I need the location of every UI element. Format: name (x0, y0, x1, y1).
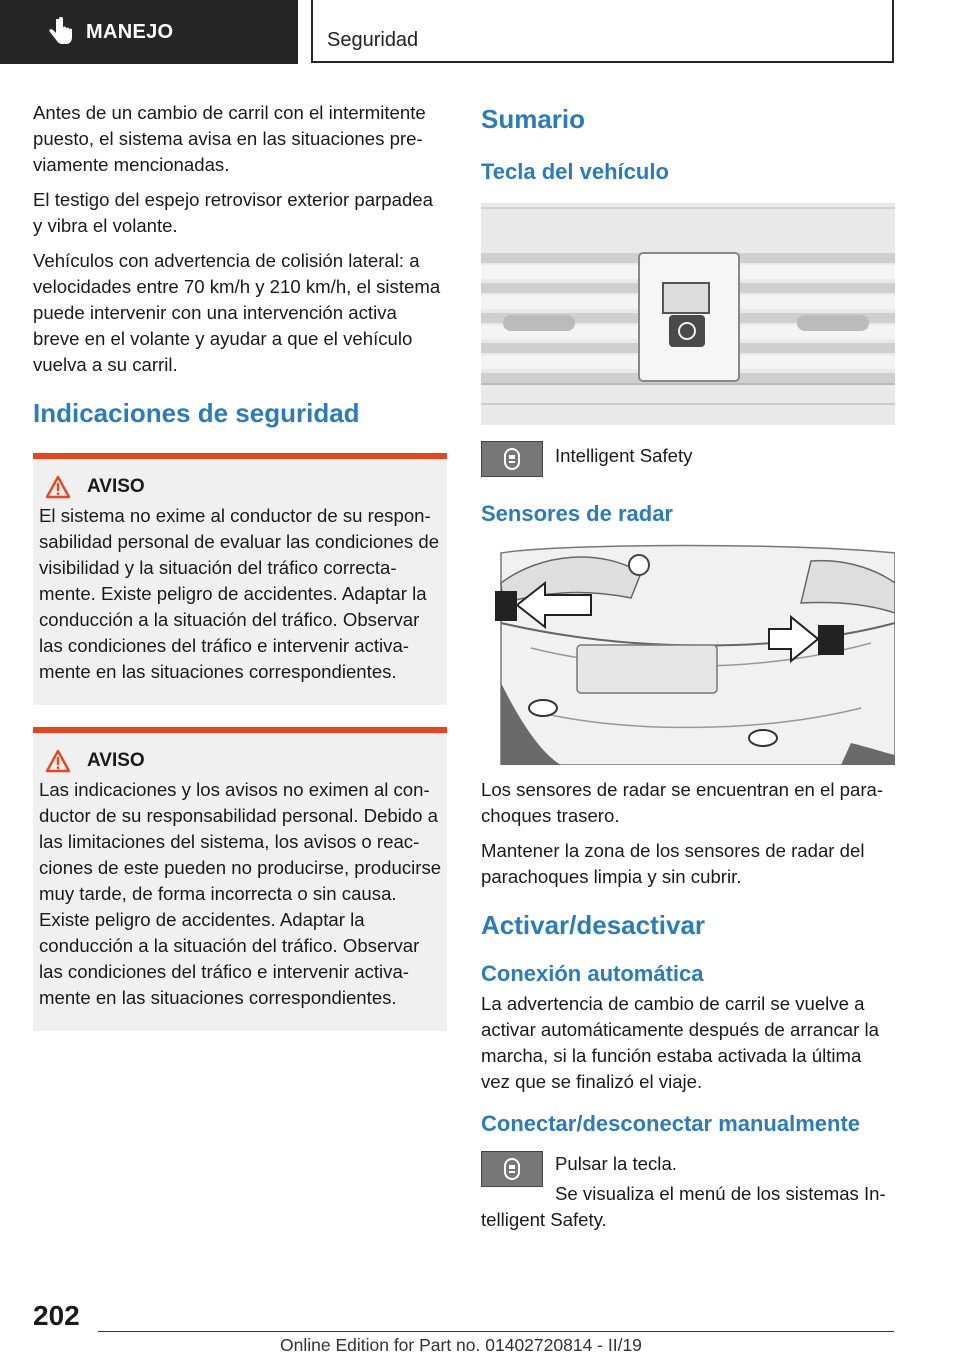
warning-box (33, 453, 447, 705)
heading-sumario: Sumario (481, 104, 586, 134)
heading-conexion: Conexión automática (481, 961, 704, 986)
paragraph: El testigo del espejo retrovisor exterior parpadea y vibra el volante. (33, 189, 433, 236)
section-tab[interactable] (0, 0, 298, 64)
paragraph: Antes de un cambio de carril con el intermitente puesto, el sistema avisa en las situaciones previamente mencionadas. (33, 102, 426, 175)
intelligent-safety-button-icon (481, 441, 543, 477)
paragraph: Mantener la zona de los sensores de radar del parachoques limpia y sin cubrir. (481, 840, 865, 887)
intelligent-safety-button-icon (481, 1151, 543, 1187)
warning-triangle-icon (45, 749, 71, 773)
chapter-title: Seguridad (327, 29, 419, 51)
paragraph: Los sensores de radar se encuentran en el parachoques trasero. (481, 779, 884, 826)
paragraph: La advertencia de cambio de carril se vuelve a activar automáticamente después de arrancar la marcha, si la función estaba activada la última vez que se finalizó el viaje. (481, 993, 879, 1092)
warning-title: AVISO (87, 476, 145, 497)
heading-safety: Indicaciones de seguridad (33, 398, 360, 428)
chapter-header (311, 0, 894, 63)
heading-tecla: Tecla del vehículo (481, 159, 669, 184)
section-label: MANEJO (86, 20, 174, 43)
right-column (481, 100, 895, 1242)
key-label: Intelligent Safety (555, 445, 693, 466)
heading-manual: Conectar/desconectar manualmente (481, 1111, 861, 1136)
left-column (33, 100, 447, 1031)
warning-text: El sistema no exime al conductor de su responsabilidad personal de evaluar las condiciones de visibilidad y la situación del tráfico correctamente. Existe peligro de accidentes. Adaptar la conducción a la situación del tráfico. Observar las condiciones del tráfico e intervenir activamente en las situaciones correspondientes. (39, 505, 440, 682)
warning-triangle-icon (45, 475, 71, 499)
page-number: 202 (33, 1300, 80, 1331)
paragraph: Se visualiza el menú de los sistemas Intelligent Safety. (481, 1183, 886, 1230)
paragraph: Vehículos con advertencia de colisión lateral: a velocidades entre 70 km/h y 210 km/h, el sistema puede intervenir con una intervención activa breve en el volante y ayudar a que el vehículo vuelva a su carril. (33, 250, 441, 375)
steering-hand-icon (40, 12, 80, 52)
footer-edition: Online Edition for Part no. 01402720814 - II/19 (280, 1335, 642, 1355)
heading-activar: Activar/desactivar (481, 910, 706, 940)
footer-divider (98, 1331, 894, 1332)
vehicle-button-image (481, 203, 895, 425)
radar-sensors-image (481, 543, 895, 765)
warning-title: AVISO (87, 750, 145, 771)
warning-box (33, 727, 447, 1031)
heading-sensores: Sensores de radar (481, 501, 673, 526)
warning-text: Las indicaciones y los avisos no eximen al conductor de su responsabilidad personal. Debido a las limitaciones del sistema, los avisos o reacciones de este pueden no producirse, producirse muy tarde, de forma incorrecta o sin causa. Existe peligro de accidentes. Adaptar la conducción a la situación del tráfico. Observar las condiciones del tráfico e intervenir activamente en las situaciones correspondientes. (39, 779, 442, 1008)
paragraph: Pulsar la tecla. (555, 1153, 677, 1174)
